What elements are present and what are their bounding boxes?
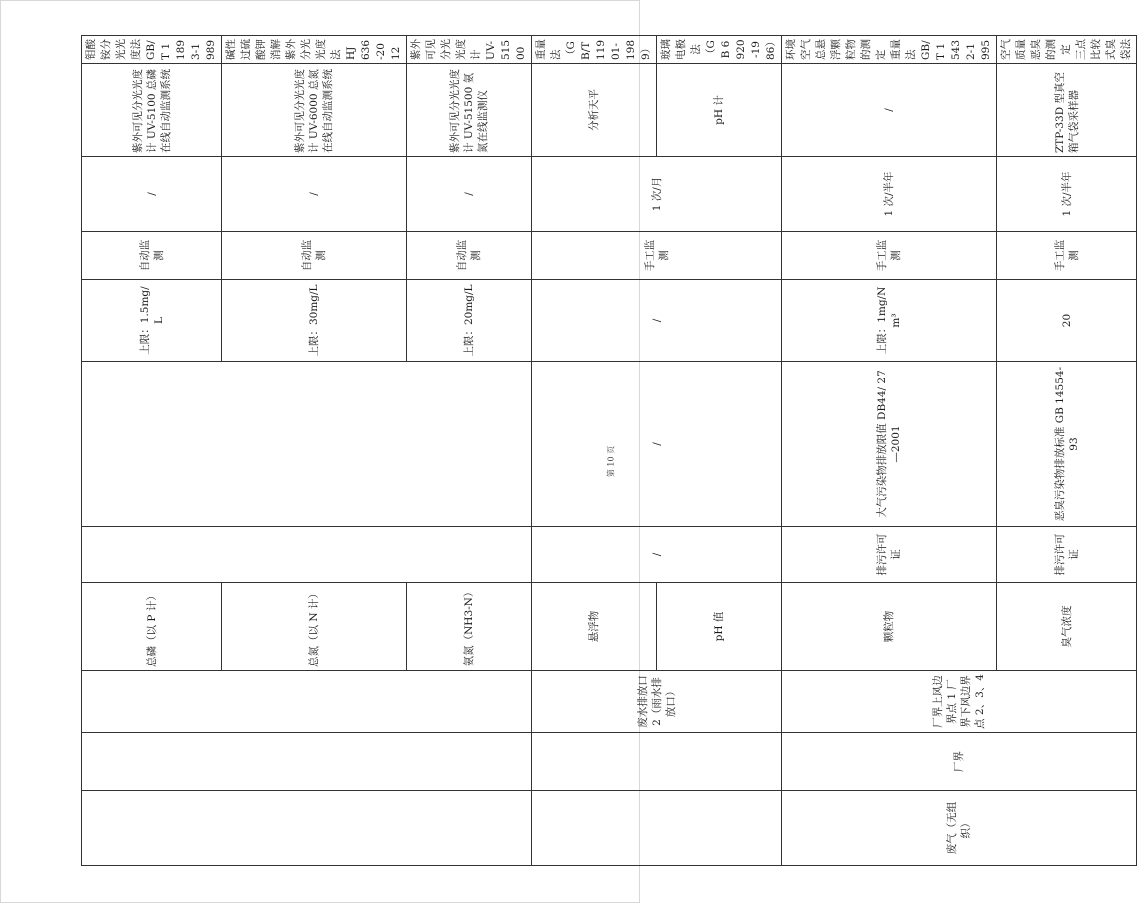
table-row [782,36,997,866]
rotated-table-wrapper [81,36,1132,866]
item-cell: 总氮（以 N 计） [222,583,407,671]
category-cell [82,791,532,866]
location-cell [82,733,532,791]
location-cell: 厂界 [782,733,1137,791]
item-cell: 悬浮物 [532,583,657,671]
limit-cell: 上限：30mg/L [222,280,407,362]
item-cell: 氨氮（NH3-N） [407,583,532,671]
frequency-cell: / [407,157,532,232]
instrument-cell: 分析天平 [532,64,657,157]
analysis-cell: 环境空气 总悬浮颗粒物的测定 重量法 GB/T 15432-1995 [782,36,997,64]
point-cell [82,671,532,733]
instrument-cell: ZTP-33D 型真空箱气袋采样器 [997,64,1137,157]
analysis-cell: 紫外可见分光光度计 UV-51500 [407,36,532,64]
method-cell: 自动监测 [82,232,222,280]
instrument-cell: 紫外可见分光光度计 UV-6000 总氮在线自动监测系统 [222,64,407,157]
limit-cell: 20 [997,280,1137,362]
frequency-cell: / [82,157,222,232]
limit-cell: / [532,280,782,362]
basis-cell: / [532,527,782,583]
table-row [532,36,657,866]
method-cell: 自动监测 [407,232,532,280]
instrument-cell: pH 计 [657,64,782,157]
method-cell: 手工监测 [997,232,1137,280]
instrument-cell: 紫外可见分光光度计 UV-5100 总磷在线自动监测系统 [82,64,222,157]
item-cell: 总磷（以 P 计） [82,583,222,671]
analysis-cell: 空气质量 恶臭的测定 三点比较式臭袋法 [997,36,1137,64]
item-cell: 臭气浓度 [997,583,1137,671]
category-cell [532,791,782,866]
standard-cell: 大气污染物排放限值 DB44/ 27—2001 [782,362,997,527]
frequency-cell: 1 次/半年 [782,157,997,232]
limit-cell: 上限：1mg/Nm³ [782,280,997,362]
table-row [82,36,222,866]
analysis-cell: 玻璃电极法（GB 6920-1986） [657,36,782,64]
point-cell: 废水排放口 2（雨水排放口） [532,671,782,733]
basis-cell: 排污许可证 [782,527,997,583]
basis-cell [82,527,532,583]
analysis-cell: 钼酸铵分光光度法 GB/T 11893-1989 [82,36,222,64]
standard-cell: 恶臭污染物排放标准 GB 14554-93 [997,362,1137,527]
method-cell: 手工监测 [532,232,782,280]
standard-cell: / [532,362,782,527]
item-cell: 颗粒物 [782,583,997,671]
point-cell: 厂界上风边界点 1 厂界下风边界点 2、3、4 [782,671,1137,733]
frequency-cell: / [222,157,407,232]
analysis-cell: 重量法（GB/T 11901-1989） [532,36,657,64]
item-cell: pH 值 [657,583,782,671]
analysis-cell: 碱性过硫酸钾消解 紫外分光光度法 HJ 636-2012 [222,36,407,64]
method-cell: 自动监测 [222,232,407,280]
category-cell: 废气（无组织） [782,791,1137,866]
frequency-cell: 1 次/月 [532,157,782,232]
frequency-cell: 1 次/半年 [997,157,1137,232]
page-number: 第 10 页 [606,445,616,478]
instrument-cell: / [782,64,997,157]
basis-cell: 排污许可证 [997,527,1137,583]
limit-cell: 上限：1.5mg/L [82,280,222,362]
location-cell [532,733,782,791]
method-cell: 手工监测 [782,232,997,280]
instrument-cell: 紫外可见分光光度计 UV-51500 氨氮在线监测仪 [407,64,532,157]
limit-cell: 上限：20mg/L [407,280,532,362]
standard-cell [82,362,532,527]
